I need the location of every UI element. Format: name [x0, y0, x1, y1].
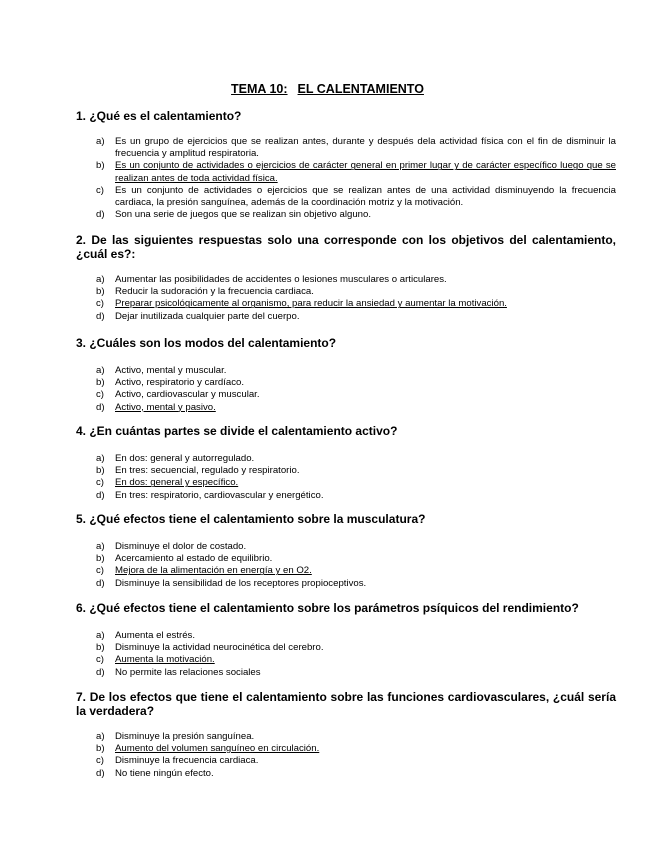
- option-a: a) En dos: general y autorregulado.: [96, 453, 255, 464]
- option-b: b) En tres: secuencial, regulado y respiratorio.: [96, 465, 300, 477]
- question-text: 7. De los efectos que tiene el calentamiento sobre las funciones cardiovasculares, ¿cuál sería la verdadera?: [76, 690, 616, 718]
- option-c: c) Es un conjunto de actividades o ejercicios que se realizan antes de una actividad disminuyendo la frecuencia cardiaca, la presión sanguínea, además de la coordinación motriz y la motivación.: [96, 184, 616, 209]
- option-d: d) No tiene ningún efecto.: [96, 767, 214, 779]
- option-b-correct: b) Es un conjunto de actividades o ejercicios de carácter general en primer lugar y de carácter específico luego que se realizan antes de toda actividad física.: [96, 160, 616, 184]
- question-6: [76, 601, 616, 679]
- option-c-correct: c) Aumenta la motivación.: [96, 654, 215, 666]
- option-b: b) Disminuye la actividad neurocinética del cerebro.: [96, 642, 324, 654]
- document-title: [0, 82, 655, 96]
- options-list: [76, 365, 616, 414]
- option-d: d) Son una serie de juegos que se realizan sin objetivo alguno.: [96, 209, 372, 221]
- option-c: c) Disminuye la frecuencia cardiaca.: [96, 755, 259, 767]
- option-c-correct: c) Mejora de la alimentación en energía y en O2.: [96, 565, 312, 577]
- option-b: b) Activo, respiratorio y cardíaco.: [96, 377, 245, 389]
- option-b: b) Acercamiento al estado de equilibrio.: [96, 553, 273, 565]
- option-d: d) Disminuye la sensibilidad de los receptores propioceptivos.: [96, 577, 367, 589]
- question-text: 3. ¿Cuáles son los modos del calentamiento?: [76, 336, 337, 350]
- option-a: a) Disminuye el dolor de costado.: [96, 541, 247, 552]
- option-a: a) Disminuye la presión sanguínea.: [96, 731, 255, 742]
- question-7: [76, 690, 616, 780]
- question-5: [76, 512, 616, 590]
- options-list: [76, 630, 616, 679]
- options-list: [76, 541, 616, 590]
- option-c-correct: c) Preparar psicológicamente al organismo, para reducir la ansiedad y aumentar la motivación.: [96, 298, 507, 310]
- option-a: a) Es un grupo de ejercicios que se realizan antes, durante y después dela actividad física con el fin de disminuir la frecuencia y amplitud respiratoria.: [96, 136, 616, 160]
- question-2: [76, 233, 616, 323]
- question-text: 4. ¿En cuántas partes se divide el calentamiento activo?: [76, 424, 398, 438]
- question-text: 2. De las siguientes respuestas solo una corresponde con los objetivos del calentamiento, ¿cuál es?:: [76, 233, 616, 261]
- options-list: [76, 274, 616, 323]
- option-c: c) Activo, cardiovascular y muscular.: [96, 389, 260, 401]
- option-d: d) En tres: respiratorio, cardiovascular y energético.: [96, 489, 324, 501]
- option-d-correct: d) Activo, mental y pasivo.: [96, 401, 216, 413]
- options-list: [76, 731, 616, 780]
- option-a: a) Aumentar las posibilidades de accidentes o lesiones musculares o articulares.: [96, 274, 447, 285]
- option-c-correct: c) En dos: general y específico.: [96, 477, 239, 489]
- option-a: a) Aumenta el estrés.: [96, 630, 195, 641]
- options-list: [76, 453, 616, 502]
- question-3: [76, 336, 616, 414]
- question-1: [76, 109, 616, 221]
- question-text: 6. ¿Qué efectos tiene el calentamiento sobre los parámetros psíquicos del rendimiento?: [76, 601, 579, 615]
- option-b: b) Reducir la sudoración y la frecuencia cardiaca.: [96, 286, 314, 298]
- option-d: d) No permite las relaciones sociales: [96, 666, 261, 678]
- option-a: a) Activo, mental y muscular.: [96, 365, 227, 376]
- question-text: 1. ¿Qué es el calentamiento?: [76, 109, 242, 123]
- options-list: [76, 136, 616, 221]
- title-name: EL CALENTAMIENTO: [297, 82, 424, 96]
- question-text: 5. ¿Qué efectos tiene el calentamiento sobre la musculatura?: [76, 512, 426, 526]
- title-tema: TEMA 10:: [231, 82, 288, 96]
- option-d: d) Dejar inutilizada cualquier parte del cuerpo.: [96, 310, 300, 322]
- option-b-correct: b) Aumento del volumen sanguíneo en circulación.: [96, 743, 320, 755]
- question-4: [76, 424, 616, 502]
